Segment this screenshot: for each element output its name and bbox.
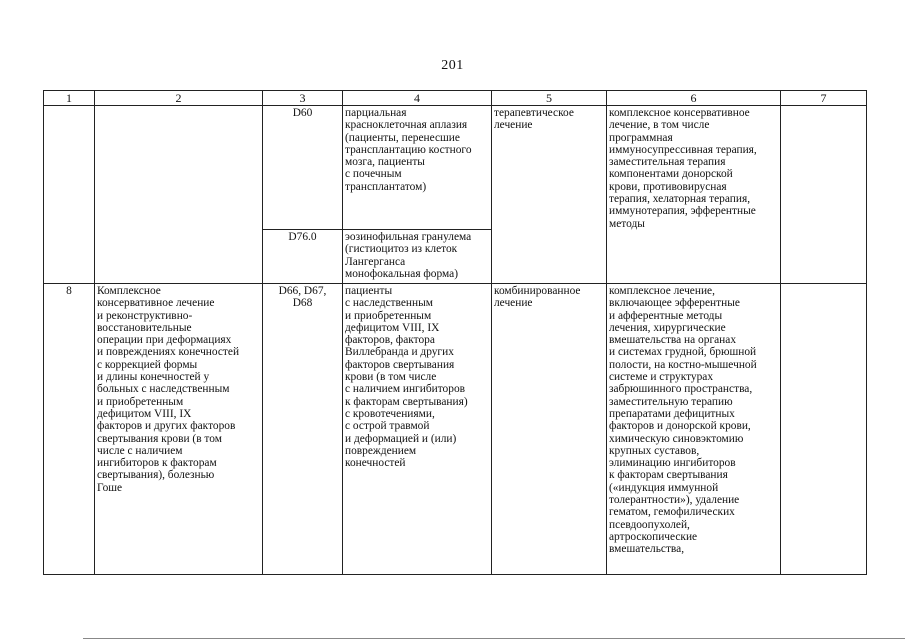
header-cell-7: 7 bbox=[781, 91, 867, 106]
header-cell-4: 4 bbox=[343, 91, 492, 106]
care-type-cell bbox=[95, 106, 263, 284]
header-cell-5: 5 bbox=[492, 91, 607, 106]
header-cell-1: 1 bbox=[44, 91, 95, 106]
patient-model-cell: эозинофильная гранулема (гистиоцитоз из клеток Лангерганса монофокальная форма) bbox=[343, 230, 492, 284]
treatment-type-cell: терапевтическое лечение bbox=[492, 106, 607, 284]
icd-code-cell: D66, D67, D68 bbox=[263, 284, 343, 575]
table-header-row bbox=[44, 91, 867, 106]
table-row bbox=[44, 284, 867, 575]
header-cell-2: 2 bbox=[95, 91, 263, 106]
icd-code-cell: D76.0 bbox=[263, 230, 343, 284]
extra-cell bbox=[781, 284, 867, 575]
medical-care-table bbox=[43, 90, 867, 575]
table-row bbox=[44, 106, 867, 230]
page-bottom-rule bbox=[83, 638, 905, 639]
treatment-type-cell: комбинированное лечение bbox=[492, 284, 607, 575]
header-cell-6: 6 bbox=[607, 91, 781, 106]
extra-cell bbox=[781, 106, 867, 284]
patient-model-cell: парциальная красноклеточная аплазия (пациенты, перенесшие трансплантацию костного мозга, пациенты с почечным трансплантатом) bbox=[343, 106, 492, 230]
treatment-method-cell: комплексное лечение, включающее эфферентные и афферентные методы лечения, хирургические вмешательства на органах и системах грудной, брюшной полости, на костно-мышечной системе и структурах забрюшинного пространства, заместительную терапию препаратами дефицитных факторов и донорской крови, химическую синовэктомию крупных суставов, элиминацию ингибиторов к факторам свертывания («индукция иммунной толерантности»), удаление гематом, гемофилических псевдоопухолей, артроскопические вмешательства, bbox=[607, 284, 781, 575]
icd-code-cell: D60 bbox=[263, 106, 343, 230]
patient-model-cell: пациенты с наследственным и приобретенным дефицитом VIII, IX факторов, фактора Виллебранда и других факторов свертывания крови (в том числе с наличием ингибиторов к факторам свертывания) с кровотечениями, с острой травмой и деформацией и (или) повреждением конечностей bbox=[343, 284, 492, 575]
treatment-method-cell: комплексное консервативное лечение, в том числе программная иммуносупрессивная терапия, заместительная терапия компонентами донорской крови, противовирусная терапия, хелаторная терапия, иммунотерапия, эфферентные методы bbox=[607, 106, 781, 284]
row-number-cell: 8 bbox=[44, 284, 95, 575]
page-number: 201 bbox=[441, 58, 464, 73]
row-number-cell bbox=[44, 106, 95, 284]
header-cell-3: 3 bbox=[263, 91, 343, 106]
care-type-cell: Комплексное консервативное лечение и реконструктивно- восстановительные операции при деформациях и повреждениях конечностей с коррекцией формы и длины конечностей у больных с наследственным и приобретенным дефицитом VIII, IX факторов и других факторов свертывания крови (в том числе с наличием ингибиторов к факторам свертывания), болезнью Гоше bbox=[95, 284, 263, 575]
